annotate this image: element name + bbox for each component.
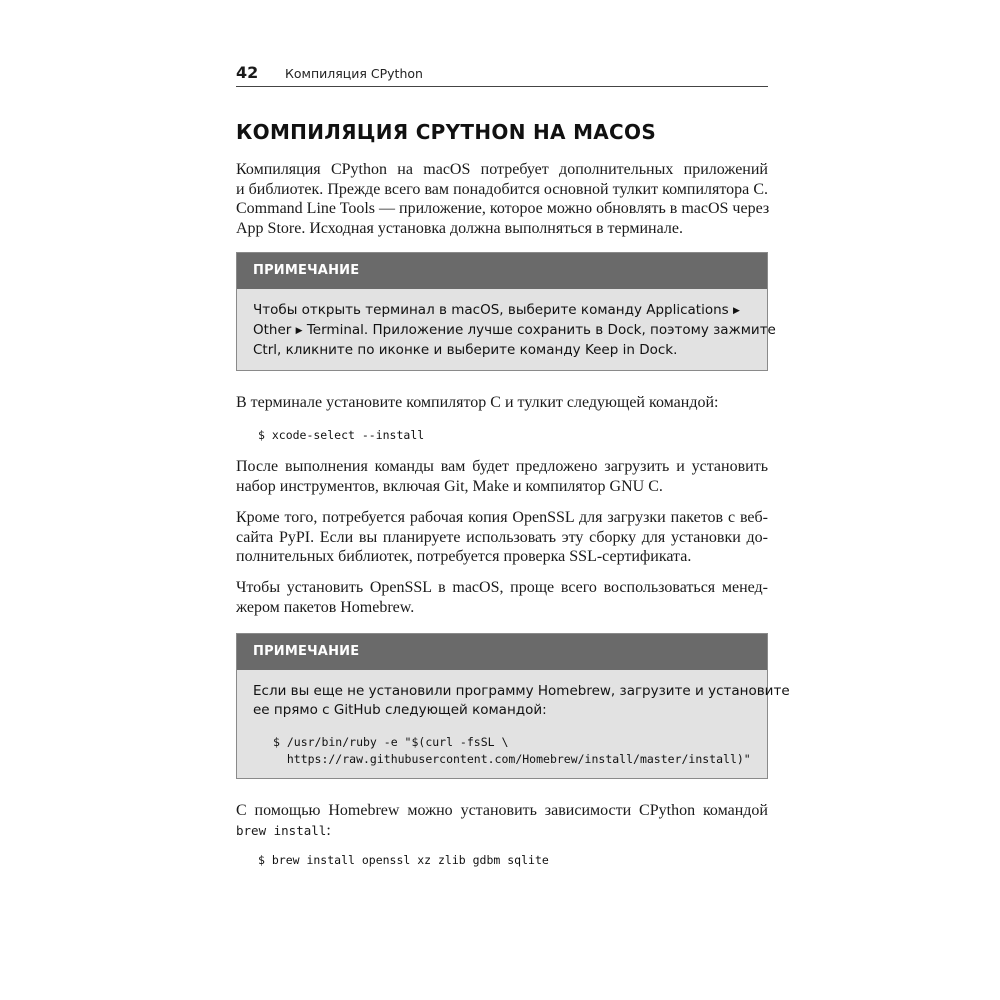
note-line — [253, 321, 776, 341]
paragraph-line: Кроме того, потребуется рабочая копия OpenSSL для загрузки пакетов с веб- — [236, 509, 768, 526]
chapter-title: Компиляция CPython — [285, 66, 423, 81]
paragraph-text: : — [326, 821, 331, 839]
code-line: https://raw.githubusercontent.com/Homebrew/install/master/install)" — [273, 752, 751, 766]
code-xcode-select: $ xcode-select --install — [258, 428, 425, 442]
brew-paragraph — [236, 801, 768, 840]
note-text — [237, 289, 776, 370]
inline-code: brew install — [236, 822, 327, 838]
after-install-paragraph — [236, 457, 768, 496]
note-heading: ПРИМЕЧАНИЕ — [237, 634, 767, 670]
paragraph-line: После выполнения команды вам будет предложено загрузить и установить — [236, 458, 768, 475]
note-text — [237, 670, 790, 778]
note-line — [253, 301, 751, 321]
homebrew-paragraph — [236, 578, 768, 617]
openssl-paragraph — [236, 508, 768, 567]
paragraph-line: С помощью Homebrew можно установить зависимости CPython командой — [236, 802, 768, 819]
paragraph-line: Command Line Tools — приложение, которое можно обновлять в macOS через — [236, 200, 770, 217]
note-box — [236, 633, 790, 779]
running-header — [236, 62, 768, 87]
paragraph-line: набор инструментов, включая Git, Make и компилятор GNU C. — [236, 477, 663, 495]
install-paragraph — [236, 393, 768, 413]
paragraph-line: App Store. Исходная установка должна выполняться в терминале. — [236, 219, 683, 237]
paragraph-line: Компиляция CPython на macOS потребует дополнительных приложений — [236, 161, 768, 178]
note-line: ее прямо с GitHub следующей командой: — [253, 702, 547, 718]
section-heading: КОМПИЛЯЦИЯ CPYTHON НА MACOS — [236, 120, 657, 144]
note-line: Ctrl, кликните по иконке и выберите команду Keep in Dock. — [253, 342, 678, 358]
note-line-text: Terminal. Приложение лучше сохранить в Dock, поэтому зажмите — [306, 322, 776, 338]
note-line-text: Other — [253, 322, 292, 338]
intro-paragraph — [236, 160, 768, 238]
code-brew-install: $ brew install openssl xz zlib gdbm sqlite — [258, 853, 549, 867]
page-number: 42 — [236, 63, 259, 82]
paragraph-line: сайта PyPI. Если вы планируете использовать эту сборку для установки до- — [236, 528, 768, 546]
paragraph-line: и библиотек. Прежде всего вам понадобится основной тулкит компилятора C. — [236, 180, 768, 198]
menu-arrow-icon: ▶ — [295, 326, 303, 336]
note-line: Если вы еще не установили программу Homebrew, загрузите и установите — [253, 683, 790, 699]
note-line-text: Чтобы открыть терминал в macOS, выберите команду Applications — [253, 302, 729, 318]
note-heading: ПРИМЕЧАНИЕ — [237, 253, 767, 289]
code-line: $ /usr/bin/ruby -e "$(curl -fsSL \ — [273, 735, 509, 749]
paragraph-line: В терминале установите компилятор C и тулкит следующей командой: — [236, 394, 719, 411]
code-homebrew-install — [253, 734, 751, 768]
menu-arrow-icon: ▶ — [732, 306, 740, 316]
paragraph-line — [236, 821, 768, 841]
note-box — [236, 252, 776, 371]
paragraph-line: Чтобы установить OpenSSL в macOS, проще всего воспользоваться менед- — [236, 579, 768, 596]
paragraph-line: полнительных библиотек, потребуется проверка SSL-сертификата. — [236, 548, 692, 565]
paragraph-line: жером пакетов Homebrew. — [236, 598, 415, 616]
